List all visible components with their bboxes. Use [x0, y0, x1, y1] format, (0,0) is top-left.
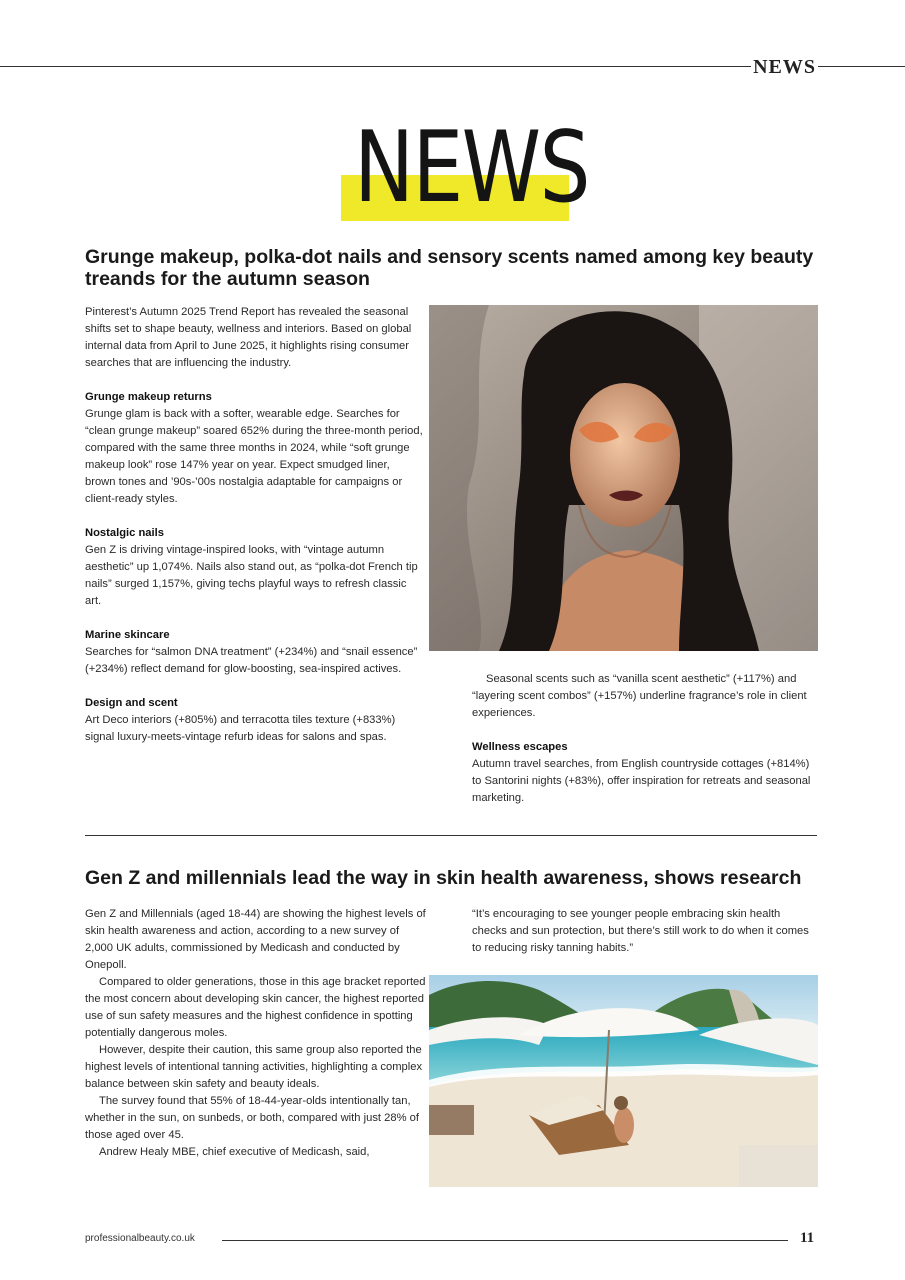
article2-p5: Andrew Healy MBE, chief executive of Medicash, said,: [99, 1146, 370, 1158]
article2-quote: “It’s encouraging to see younger people embracing skin health checks and sun protection, but there’s still work to do when it comes to reducing risky tanning habits.”: [472, 908, 809, 954]
article1-column-right: [472, 671, 818, 807]
grunge-heading: Grunge makeup returns: [85, 391, 212, 403]
footer-url[interactable]: professionalbeauty.co.uk: [85, 1233, 195, 1244]
article2-column-right: [472, 906, 818, 957]
grunge-body: Grunge glam is back with a softer, wearable edge. Searches for “clean grunge makeup” soared 652% during the three-month period, compared with the same three months in 2024, while “soft grunge makeup look” rose 147% year on year. Expect smudged liner, brown tones and ’90s-’00s nostalgia adaptable for campaigns or client-ready styles.: [85, 408, 423, 505]
marine-body: Searches for “salmon DNA treatment” (+234%) and “snail essence” (+234%) reflect demand for glow-boosting, sea-inspired actives.: [85, 646, 418, 675]
article1-intro: Pinterest’s Autumn 2025 Trend Report has revealed the seasonal shifts set to shape beauty, wellness and interiors. Based on global internal data from April to June 2025, it highlights rising consumer searches that are influencing the industry.: [85, 306, 412, 369]
wellness-heading: Wellness escapes: [472, 741, 568, 753]
article2-p4: The survey found that 55% of 18-44-year-olds intentionally tan, whether in the sun, on sunbeds, or both, compared with just 28% of those aged over 45.: [85, 1095, 419, 1141]
wellness-body: Autumn travel searches, from English countryside cottages (+814%) to Santorini nights (+83%), offer inspiration for retreats and seasonal marketing.: [472, 758, 811, 804]
article2-p2: Compared to older generations, those in this age bracket reported the most concern about developing skin cancer, the highest reported use of sun safety measures and the highest confidence in spotting potentially dangerous moles.: [85, 976, 426, 1039]
article2-p3: However, despite their caution, this same group also reported the highest levels of intentional tanning activities, highlighting a complex balance between skin safety and beauty ideals.: [85, 1044, 423, 1090]
design-heading: Design and scent: [85, 697, 178, 709]
article2-column-left: [85, 906, 430, 1161]
portrait-photo: [429, 305, 818, 651]
section-tag: NEWS: [753, 56, 816, 78]
masthead-title: NEWS: [354, 111, 589, 225]
article2-headline: Gen Z and millennials lead the way in skin health awareness, shows research: [85, 867, 802, 889]
nails-body: Gen Z is driving vintage-inspired looks, with “vintage autumn aesthetic” up 1,074%. Nails also stand out, as “polka-dot French tip nails” surged 1,157%, giving techs playful ways to refresh classic art.: [85, 544, 418, 607]
article1-headline: Grunge makeup, polka-dot nails and sensory scents named among key beauty treands for the autumn season: [85, 246, 814, 290]
page-number: 11: [800, 1230, 815, 1246]
footer-rule: [222, 1240, 788, 1241]
article2-p1: Gen Z and Millennials (aged 18-44) are showing the highest levels of skin health awareness and action, according to a new survey of 2,000 UK adults, commissioned by Medicash and conducted by Onepoll.: [85, 908, 426, 971]
design-body: Art Deco interiors (+805%) and terracotta tiles texture (+833%) signal luxury-meets-vintage refurb ideas for salons and spas.: [85, 714, 396, 743]
article1-column-left: [85, 304, 423, 746]
beach-photo: [429, 975, 818, 1187]
section-divider: [85, 835, 817, 836]
scents-body: Seasonal scents such as “vanilla scent aesthetic” (+117%) and “layering scent combos” (+157%) underline fragrance’s role in client experiences.: [472, 673, 807, 719]
nails-heading: Nostalgic nails: [85, 527, 164, 539]
marine-heading: Marine skincare: [85, 629, 170, 641]
